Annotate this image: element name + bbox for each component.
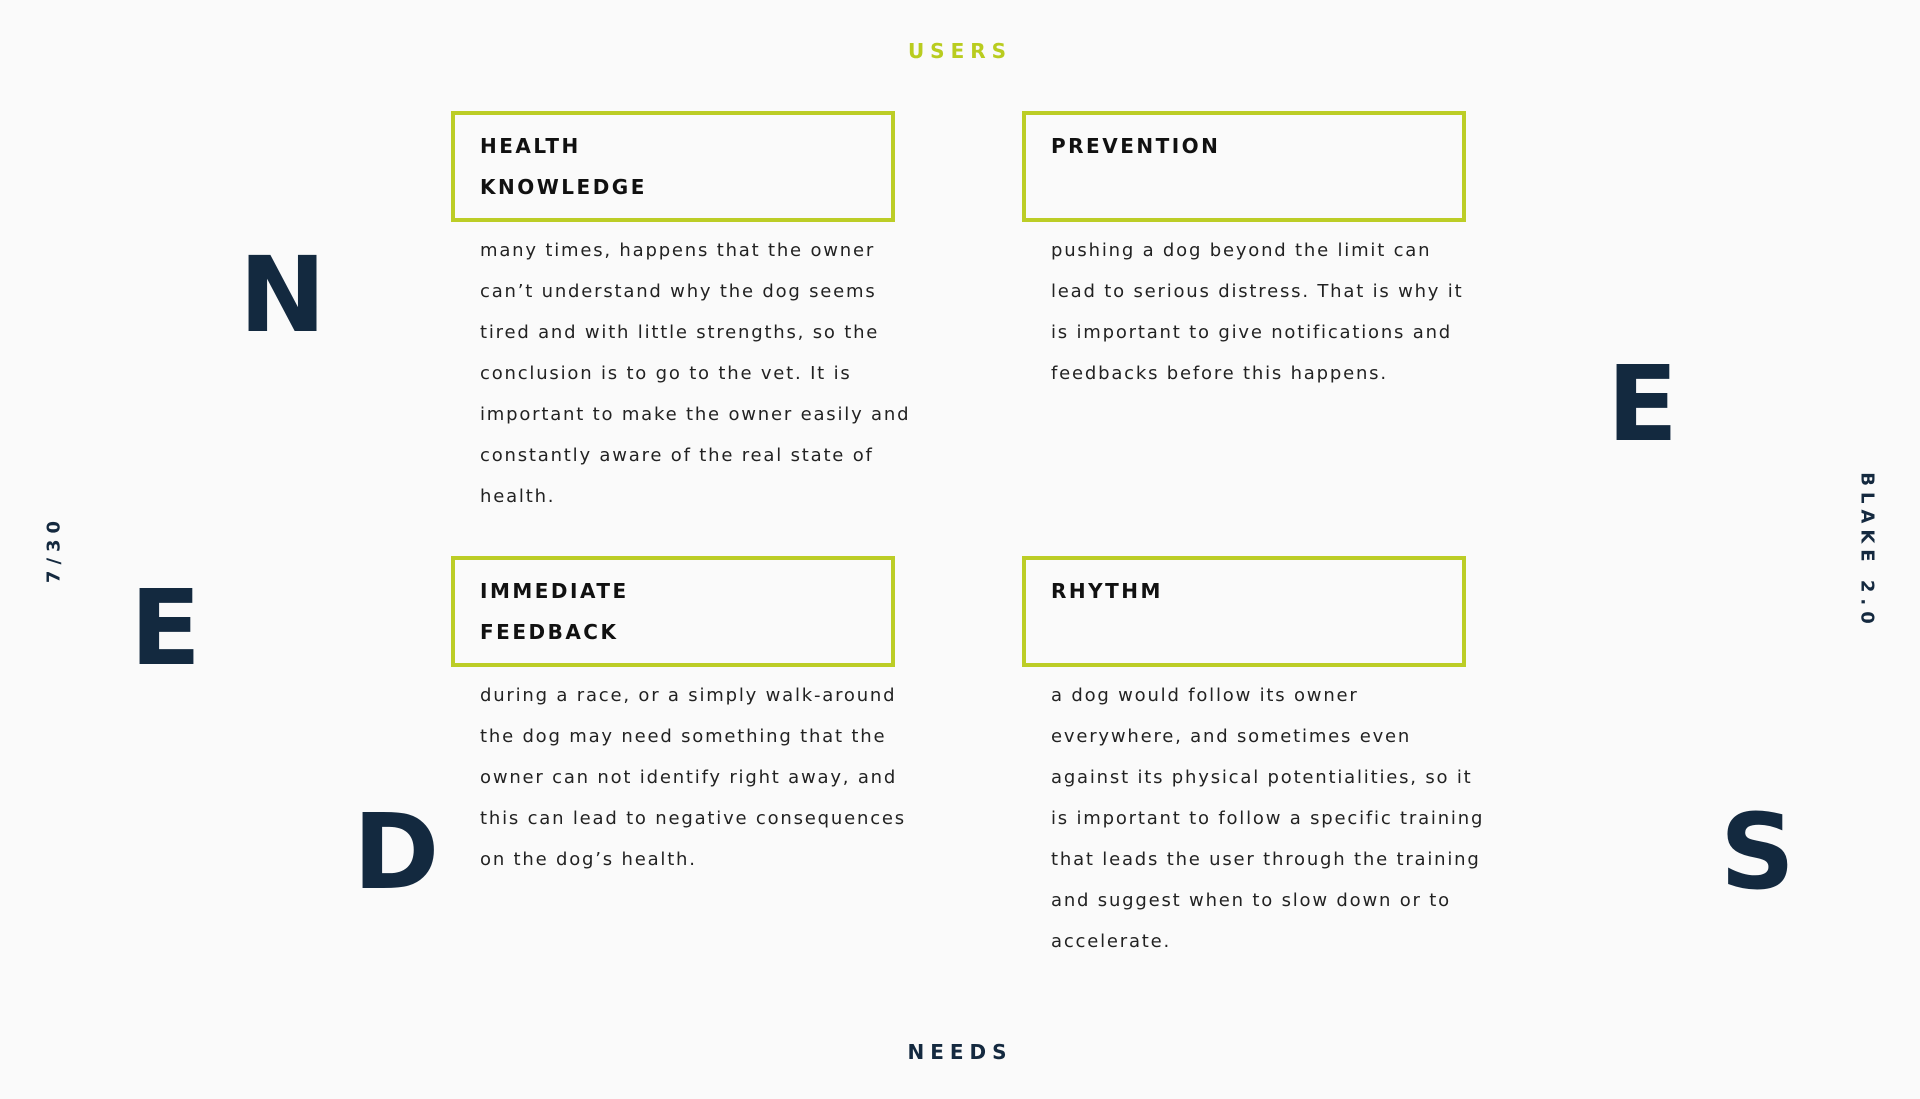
card-description (480, 230, 920, 517)
card-title-line: PREVENTION (1051, 134, 1221, 158)
decorative-letter-d: D (353, 791, 440, 913)
card-description-line: can’t understand why the dog seems (480, 281, 877, 302)
card-description (480, 675, 920, 880)
card-description-line: pushing a dog beyond the limit can (1051, 240, 1432, 261)
card-title-line: FEEDBACK (480, 620, 619, 644)
card-title (480, 571, 891, 653)
decorative-letter-e-left: E (130, 567, 202, 689)
card-description (1051, 230, 1481, 394)
card-description-line: against its physical potentialities, so it (1051, 767, 1473, 788)
card-title-line: RHYTHM (1051, 579, 1163, 603)
decorative-letter-s: S (1720, 791, 1795, 913)
card-description-line: is important to give notifications and (1051, 322, 1453, 343)
brand-label: BLAKE 2.0 (1856, 472, 1878, 630)
card-description-line: health. (480, 486, 556, 507)
card-description-line: many times, happens that the owner (480, 240, 876, 261)
card-description-line: and suggest when to slow down or to (1051, 890, 1451, 911)
card-description-line: lead to serious distress. That is why it (1051, 281, 1464, 302)
decorative-letter-n: N (239, 234, 327, 356)
card-description-line: is important to follow a specific training (1051, 808, 1485, 829)
card-description-line: accelerate. (1051, 931, 1172, 952)
card-description-line: important to make the owner easily and (480, 404, 911, 425)
card-title-line: HEALTH (480, 134, 581, 158)
card-description-line: the dog may need something that the (480, 726, 887, 747)
card-title-line: IMMEDIATE (480, 579, 629, 603)
card-title-box (451, 556, 895, 667)
card-description-line: feedbacks before this happens. (1051, 363, 1388, 384)
card-description-line: owner can not identify right away, and (480, 767, 898, 788)
card-title (480, 126, 891, 208)
card-description (1051, 675, 1491, 962)
card-description-line: everywhere, and sometimes even (1051, 726, 1412, 747)
card-title-box (1022, 111, 1466, 222)
card-description-line: constantly aware of the real state of (480, 445, 874, 466)
need-card-prevention (1022, 111, 1481, 394)
card-title-box (1022, 556, 1466, 667)
card-description-line: this can lead to negative consequences (480, 808, 906, 829)
needs-heading: NEEDS (907, 1040, 1013, 1064)
card-description-line: that leads the user through the training (1051, 849, 1481, 870)
card-title (1051, 571, 1462, 612)
need-card-rhythm (1022, 556, 1491, 962)
page-number: 7/30 (43, 514, 65, 584)
card-description-line: conclusion is to go to the vet. It is (480, 363, 852, 384)
card-title (1051, 126, 1462, 167)
card-description-line: a dog would follow its owner (1051, 685, 1359, 706)
card-title-box (451, 111, 895, 222)
need-card-health-knowledge (451, 111, 920, 517)
card-description-line: during a race, or a simply walk-around (480, 685, 897, 706)
need-card-immediate-feedback (451, 556, 920, 880)
card-title-line: KNOWLEDGE (480, 175, 647, 199)
decorative-letter-e-right: E (1607, 343, 1679, 465)
users-heading: USERS (907, 39, 1013, 63)
card-description-line: on the dog’s health. (480, 849, 697, 870)
card-description-line: tired and with little strengths, so the (480, 322, 880, 343)
